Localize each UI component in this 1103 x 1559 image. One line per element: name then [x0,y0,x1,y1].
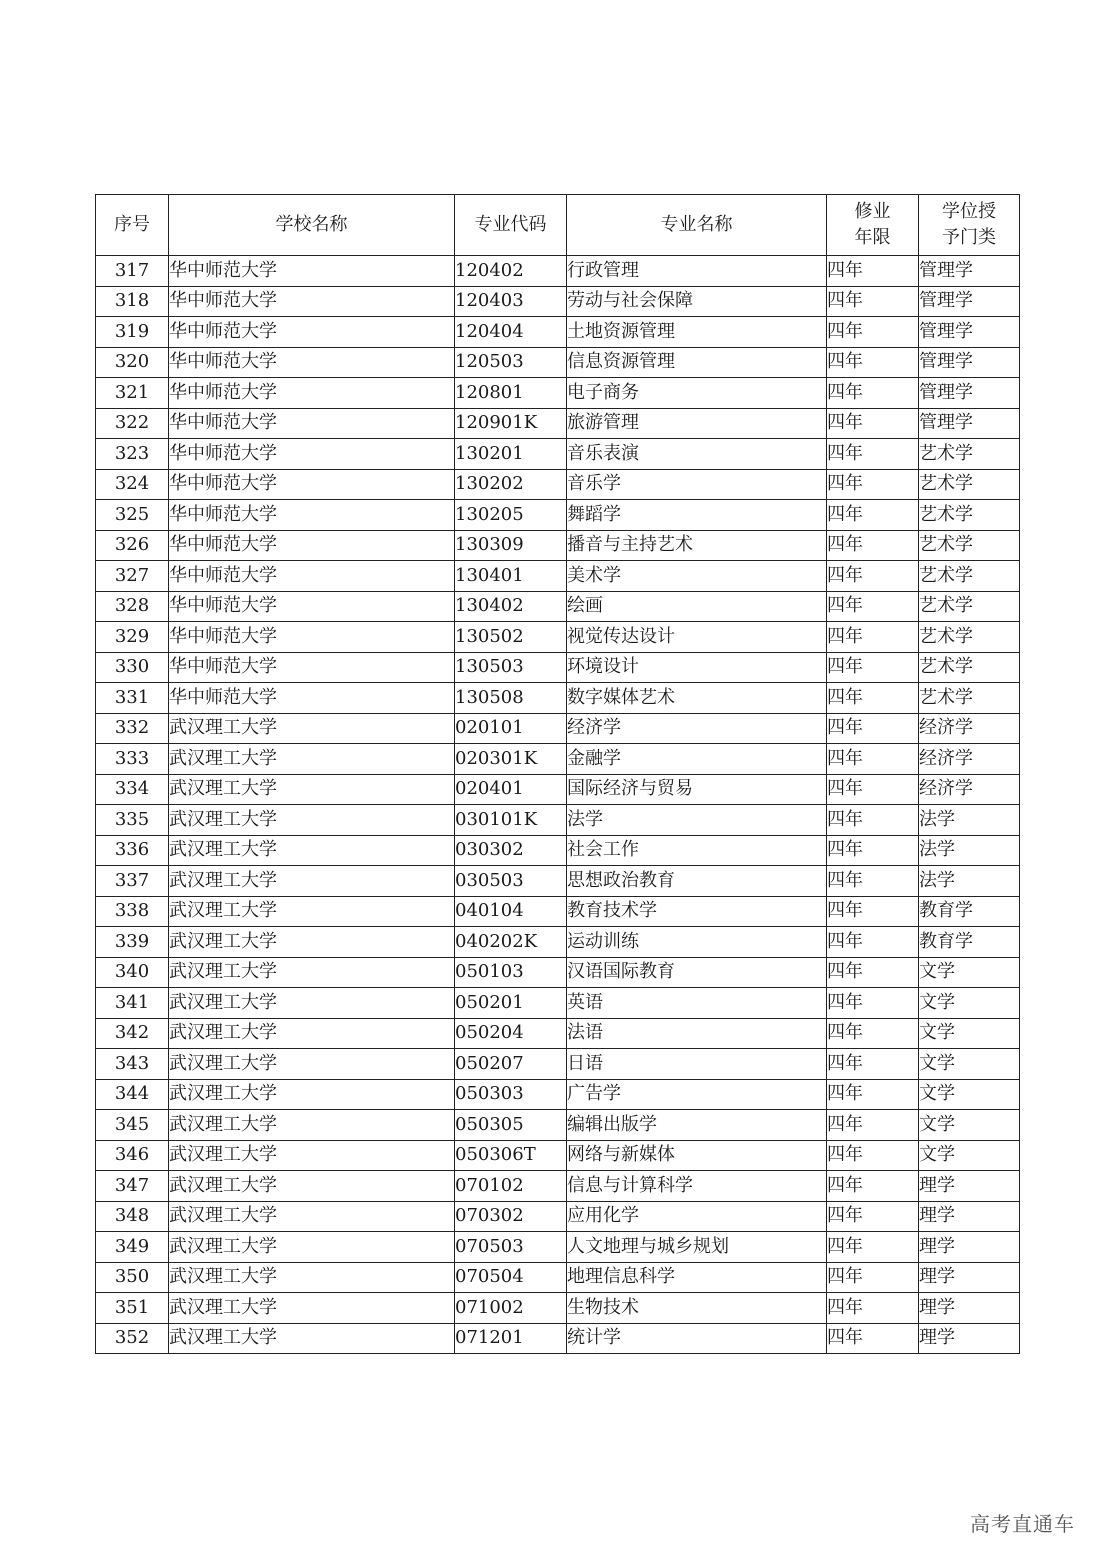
cell-code: 130309 [455,530,567,561]
table-row [96,439,1020,470]
cell-category: 管理学 [919,317,1020,348]
cell-school: 华中师范大学 [169,622,455,653]
cell-major: 生物技术 [567,1293,827,1324]
cell-category: 艺术学 [919,561,1020,592]
cell-school: 武汉理工大学 [169,835,455,866]
cell-index: 342 [96,1018,169,1049]
cell-school: 武汉理工大学 [169,1171,455,1202]
cell-years: 四年 [827,835,919,866]
table-row [96,530,1020,561]
cell-category: 理学 [919,1171,1020,1202]
cell-code: 120801 [455,378,567,409]
cell-category: 理学 [919,1232,1020,1263]
cell-index: 324 [96,469,169,500]
cell-major: 日语 [567,1049,827,1080]
cell-years: 四年 [827,744,919,775]
table-row [96,774,1020,805]
cell-index: 347 [96,1171,169,1202]
cell-index: 317 [96,256,169,287]
table-row [96,896,1020,927]
cell-category: 艺术学 [919,683,1020,714]
cell-major: 绘画 [567,591,827,622]
cell-index: 334 [96,774,169,805]
cell-category: 文学 [919,988,1020,1019]
cell-category: 理学 [919,1262,1020,1293]
cell-code: 130401 [455,561,567,592]
table-row [96,927,1020,958]
cell-years: 四年 [827,500,919,531]
table-row [96,1323,1020,1354]
cell-years: 四年 [827,378,919,409]
cell-code: 120404 [455,317,567,348]
cell-code: 050305 [455,1110,567,1141]
cell-code: 050303 [455,1079,567,1110]
cell-index: 336 [96,835,169,866]
cell-years: 四年 [827,439,919,470]
cell-years: 四年 [827,1110,919,1141]
cell-years: 四年 [827,347,919,378]
cell-major: 环境设计 [567,652,827,683]
cell-major: 土地资源管理 [567,317,827,348]
cell-major: 美术学 [567,561,827,592]
cell-major: 国际经济与贸易 [567,774,827,805]
cell-code: 130508 [455,683,567,714]
cell-code: 130503 [455,652,567,683]
cell-category: 管理学 [919,378,1020,409]
cell-major: 旅游管理 [567,408,827,439]
cell-category: 教育学 [919,927,1020,958]
cell-school: 武汉理工大学 [169,866,455,897]
table-row [96,805,1020,836]
cell-index: 339 [96,927,169,958]
cell-major: 信息资源管理 [567,347,827,378]
table-row [96,1079,1020,1110]
cell-category: 艺术学 [919,622,1020,653]
cell-school: 华中师范大学 [169,408,455,439]
cell-years: 四年 [827,774,919,805]
cell-major: 音乐学 [567,469,827,500]
cell-school: 华中师范大学 [169,500,455,531]
table-body [96,256,1020,1354]
cell-years: 四年 [827,805,919,836]
cell-index: 337 [96,866,169,897]
cell-years: 四年 [827,927,919,958]
watermark-text: 高考直通车 [970,1512,1075,1536]
cell-index: 331 [96,683,169,714]
cell-code: 050204 [455,1018,567,1049]
cell-code: 070102 [455,1171,567,1202]
cell-years: 四年 [827,561,919,592]
cell-index: 329 [96,622,169,653]
cell-category: 法学 [919,866,1020,897]
header-category [919,195,1020,256]
cell-school: 华中师范大学 [169,530,455,561]
cell-years: 四年 [827,957,919,988]
cell-school: 武汉理工大学 [169,1049,455,1080]
cell-school: 武汉理工大学 [169,927,455,958]
cell-category: 管理学 [919,256,1020,287]
cell-school: 武汉理工大学 [169,957,455,988]
cell-code: 050207 [455,1049,567,1080]
cell-major: 教育技术学 [567,896,827,927]
table-row [96,652,1020,683]
cell-school: 武汉理工大学 [169,1018,455,1049]
cell-index: 327 [96,561,169,592]
cell-major: 思想政治教育 [567,866,827,897]
cell-code: 030302 [455,835,567,866]
cell-index: 338 [96,896,169,927]
cell-code: 120402 [455,256,567,287]
cell-school: 华中师范大学 [169,652,455,683]
cell-school: 华中师范大学 [169,286,455,317]
cell-years: 四年 [827,713,919,744]
cell-years: 四年 [827,866,919,897]
cell-category: 文学 [919,1140,1020,1171]
cell-major: 运动训练 [567,927,827,958]
cell-school: 武汉理工大学 [169,988,455,1019]
table-row [96,622,1020,653]
cell-category: 经济学 [919,774,1020,805]
cell-major: 汉语国际教育 [567,957,827,988]
cell-code: 120503 [455,347,567,378]
cell-category: 文学 [919,957,1020,988]
cell-school: 武汉理工大学 [169,744,455,775]
cell-major: 法学 [567,805,827,836]
cell-school: 武汉理工大学 [169,896,455,927]
table-row [96,408,1020,439]
cell-school: 武汉理工大学 [169,1262,455,1293]
cell-category: 管理学 [919,286,1020,317]
cell-code: 020401 [455,774,567,805]
cell-category: 艺术学 [919,439,1020,470]
cell-category: 理学 [919,1201,1020,1232]
cell-category: 艺术学 [919,652,1020,683]
cell-code: 120403 [455,286,567,317]
cell-major: 法语 [567,1018,827,1049]
cell-index: 350 [96,1262,169,1293]
cell-major: 网络与新媒体 [567,1140,827,1171]
cell-school: 武汉理工大学 [169,774,455,805]
cell-code: 070302 [455,1201,567,1232]
table-row [96,866,1020,897]
cell-code: 070504 [455,1262,567,1293]
cell-major: 经济学 [567,713,827,744]
cell-category: 文学 [919,1018,1020,1049]
table-row [96,286,1020,317]
cell-years: 四年 [827,896,919,927]
table-row [96,713,1020,744]
cell-code: 130402 [455,591,567,622]
cell-years: 四年 [827,1201,919,1232]
cell-index: 341 [96,988,169,1019]
cell-years: 四年 [827,591,919,622]
cell-code: 071201 [455,1323,567,1354]
cell-category: 文学 [919,1110,1020,1141]
cell-major: 统计学 [567,1323,827,1354]
table-row [96,835,1020,866]
table-header [96,195,1020,256]
cell-school: 华中师范大学 [169,347,455,378]
cell-major: 音乐表演 [567,439,827,470]
cell-school: 华中师范大学 [169,439,455,470]
cell-category: 艺术学 [919,591,1020,622]
cell-index: 326 [96,530,169,561]
cell-school: 华中师范大学 [169,469,455,500]
cell-index: 349 [96,1232,169,1263]
cell-years: 四年 [827,286,919,317]
cell-years: 四年 [827,317,919,348]
header-years [827,195,919,256]
cell-index: 320 [96,347,169,378]
cell-index: 323 [96,439,169,470]
cell-major: 视觉传达设计 [567,622,827,653]
header-years-line1: 修业 [854,201,891,222]
cell-index: 346 [96,1140,169,1171]
cell-category: 艺术学 [919,500,1020,531]
cell-years: 四年 [827,530,919,561]
cell-index: 333 [96,744,169,775]
cell-years: 四年 [827,683,919,714]
cell-code: 050201 [455,988,567,1019]
cell-school: 华中师范大学 [169,317,455,348]
cell-school: 武汉理工大学 [169,1110,455,1141]
cell-code: 040202K [455,927,567,958]
cell-school: 武汉理工大学 [169,805,455,836]
cell-years: 四年 [827,988,919,1019]
cell-index: 335 [96,805,169,836]
table-row [96,988,1020,1019]
cell-index: 322 [96,408,169,439]
cell-category: 经济学 [919,713,1020,744]
cell-index: 325 [96,500,169,531]
cell-years: 四年 [827,469,919,500]
cell-years: 四年 [827,1140,919,1171]
table-row [96,1262,1020,1293]
cell-major: 社会工作 [567,835,827,866]
table-row [96,561,1020,592]
cell-years: 四年 [827,1018,919,1049]
cell-years: 四年 [827,1079,919,1110]
table-row [96,683,1020,714]
cell-index: 348 [96,1201,169,1232]
cell-years: 四年 [827,1323,919,1354]
header-category-line2: 予门类 [942,227,996,248]
cell-years: 四年 [827,1262,919,1293]
cell-code: 130502 [455,622,567,653]
cell-major: 劳动与社会保障 [567,286,827,317]
table-row [96,1171,1020,1202]
cell-years: 四年 [827,1293,919,1324]
cell-school: 武汉理工大学 [169,1201,455,1232]
cell-school: 武汉理工大学 [169,713,455,744]
cell-category: 文学 [919,1079,1020,1110]
cell-school: 华中师范大学 [169,683,455,714]
header-major: 专业名称 [567,195,827,256]
header-category-line1: 学位授 [942,201,996,222]
cell-index: 330 [96,652,169,683]
cell-school: 华中师范大学 [169,378,455,409]
cell-code: 130202 [455,469,567,500]
header-school: 学校名称 [169,195,455,256]
cell-school: 华中师范大学 [169,561,455,592]
cell-category: 理学 [919,1293,1020,1324]
cell-code: 020301K [455,744,567,775]
cell-school: 武汉理工大学 [169,1140,455,1171]
cell-code: 130205 [455,500,567,531]
cell-years: 四年 [827,256,919,287]
cell-index: 319 [96,317,169,348]
cell-school: 武汉理工大学 [169,1293,455,1324]
cell-code: 130201 [455,439,567,470]
cell-major: 广告学 [567,1079,827,1110]
cell-school: 武汉理工大学 [169,1232,455,1263]
table-row [96,469,1020,500]
cell-index: 345 [96,1110,169,1141]
cell-school: 华中师范大学 [169,256,455,287]
cell-major: 人文地理与城乡规划 [567,1232,827,1263]
cell-code: 030101K [455,805,567,836]
cell-major: 电子商务 [567,378,827,409]
cell-major: 播音与主持艺术 [567,530,827,561]
cell-code: 050306T [455,1140,567,1171]
cell-category: 教育学 [919,896,1020,927]
cell-code: 050103 [455,957,567,988]
cell-school: 武汉理工大学 [169,1079,455,1110]
cell-index: 332 [96,713,169,744]
table-row [96,1110,1020,1141]
cell-index: 318 [96,286,169,317]
table-row [96,347,1020,378]
table-row [96,317,1020,348]
table-row [96,1201,1020,1232]
cell-code: 071002 [455,1293,567,1324]
cell-category: 法学 [919,835,1020,866]
cell-code: 120901K [455,408,567,439]
cell-code: 070503 [455,1232,567,1263]
table-row [96,744,1020,775]
cell-index: 328 [96,591,169,622]
cell-major: 数字媒体艺术 [567,683,827,714]
cell-major: 编辑出版学 [567,1110,827,1141]
cell-major: 英语 [567,988,827,1019]
cell-code: 030503 [455,866,567,897]
header-years-line2: 年限 [854,227,891,248]
cell-major: 应用化学 [567,1201,827,1232]
cell-major: 行政管理 [567,256,827,287]
cell-years: 四年 [827,1049,919,1080]
table-row [96,500,1020,531]
cell-index: 344 [96,1079,169,1110]
table-row [96,1049,1020,1080]
cell-years: 四年 [827,408,919,439]
cell-index: 343 [96,1049,169,1080]
table-row [96,1140,1020,1171]
cell-years: 四年 [827,1171,919,1202]
cell-school: 华中师范大学 [169,591,455,622]
cell-major: 舞蹈学 [567,500,827,531]
cell-major: 地理信息科学 [567,1262,827,1293]
table-row [96,1018,1020,1049]
cell-years: 四年 [827,1232,919,1263]
cell-index: 340 [96,957,169,988]
header-code: 专业代码 [455,195,567,256]
table-row [96,378,1020,409]
cell-years: 四年 [827,652,919,683]
cell-code: 040104 [455,896,567,927]
cell-category: 经济学 [919,744,1020,775]
cell-school: 武汉理工大学 [169,1323,455,1354]
cell-category: 文学 [919,1049,1020,1080]
cell-index: 351 [96,1293,169,1324]
header-index: 序号 [96,195,169,256]
majors-table [95,194,1020,1354]
table-row [96,1293,1020,1324]
header-row [96,195,1020,256]
cell-category: 艺术学 [919,530,1020,561]
cell-index: 321 [96,378,169,409]
table-row [96,256,1020,287]
table-row [96,591,1020,622]
table-row [96,1232,1020,1263]
cell-category: 管理学 [919,347,1020,378]
cell-major: 金融学 [567,744,827,775]
cell-code: 020101 [455,713,567,744]
table-row [96,957,1020,988]
cell-years: 四年 [827,622,919,653]
cell-category: 理学 [919,1323,1020,1354]
cell-major: 信息与计算科学 [567,1171,827,1202]
cell-category: 艺术学 [919,469,1020,500]
cell-category: 管理学 [919,408,1020,439]
cell-category: 法学 [919,805,1020,836]
cell-index: 352 [96,1323,169,1354]
